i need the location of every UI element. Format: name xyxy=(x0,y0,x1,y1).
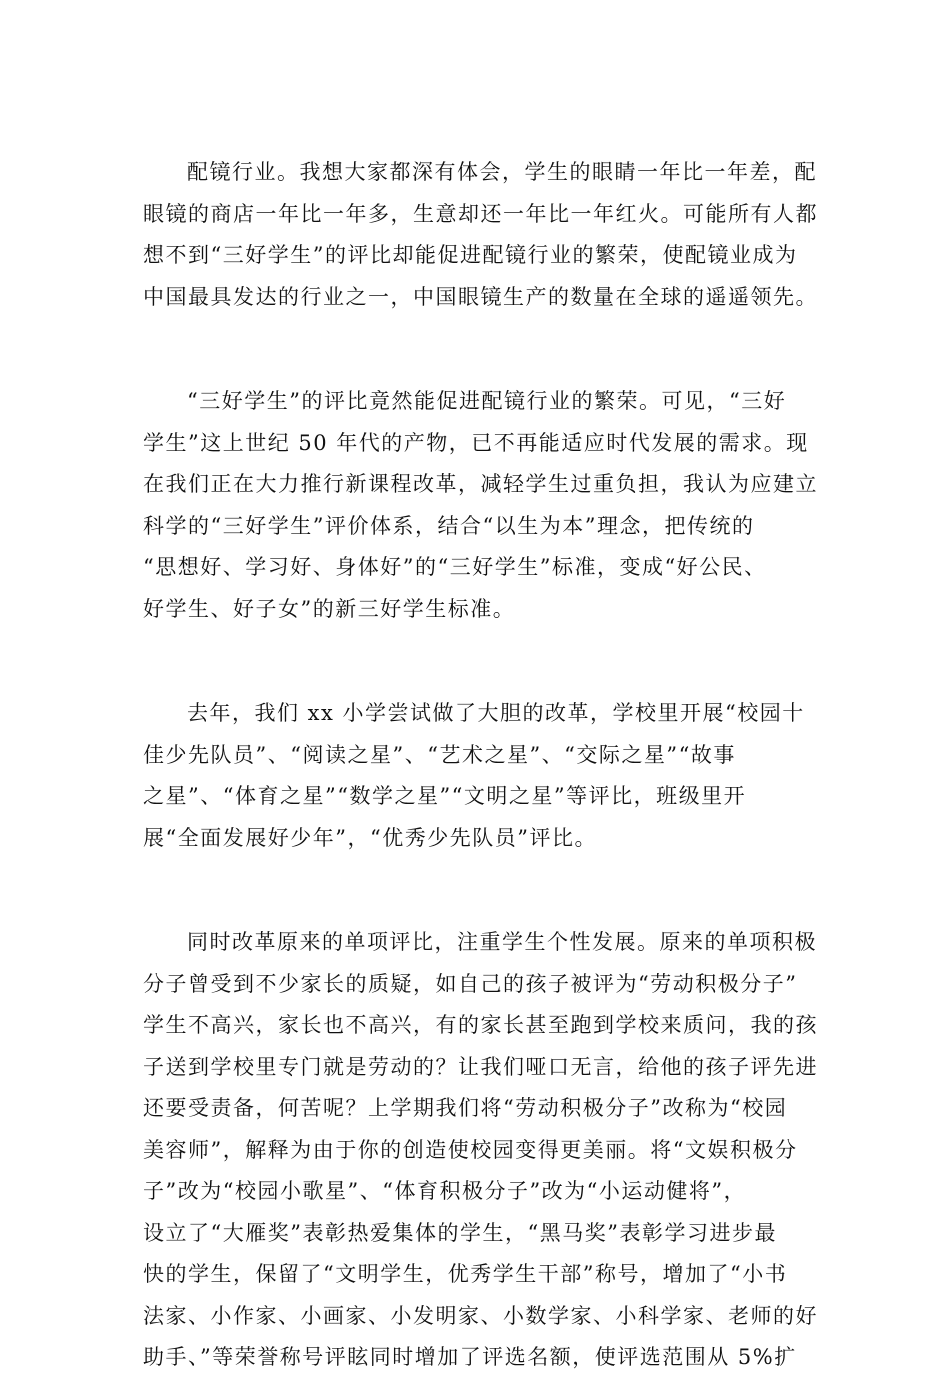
text-line: 配镜行业。我想大家都深有体会，学生的眼睛一年比一年差，配 xyxy=(187,160,817,184)
text-line: 展“全面发展好少年”，“优秀少先队员”评比。 xyxy=(143,825,597,850)
text-line: 佳少先队员”、“阅读之星”、“艺术之星”、“交际之星”“故事 xyxy=(143,742,736,767)
text-line: 子”改为“校园小歌星”、“体育积极分子”改为“小运动健将”， xyxy=(143,1179,747,1203)
text-line: 美容师”，解释为由于你的创造使校园变得更美丽。将“文娱积极分 xyxy=(143,1137,798,1162)
text-line: 分子曾受到不少家长的质疑，如自己的孩子被评为“劳动积极分子” xyxy=(143,971,798,996)
paragraph-spacer xyxy=(143,630,807,693)
text-line: 还要受责备，何苦呢？上学期我们将“劳动积极分子”改称为“校园 xyxy=(143,1096,788,1120)
text-line: 快的学生，保留了“文明学生，优秀学生干部”称号，增加了“小书 xyxy=(143,1262,788,1286)
text-line: 科学的“三好学生”评价体系，结合“以生为本”理念，把传统的 xyxy=(143,513,755,538)
text-line: 同时改革原来的单项评比，注重学生个性发展。原来的单项积极 xyxy=(187,930,817,954)
text-line: 好学生、好子女”的新三好学生标准。 xyxy=(143,596,516,621)
body-text xyxy=(143,152,818,1379)
text-line: 设立了“大雁奖”表彰热爱集体的学生，“黑马奖”表彰学习进步最 xyxy=(143,1220,777,1245)
paragraph-2 xyxy=(143,381,818,630)
paragraph-1 xyxy=(143,152,818,318)
paragraph-spacer xyxy=(143,318,807,381)
text-line: 中国最具发达的行业之一，中国眼镜生产的数量在全球的遥遥领先。 xyxy=(143,284,818,309)
text-line: “思想好、学习好、身体好”的“三好学生”标准，变成“好公民、 xyxy=(143,555,767,579)
text-line: “三好学生”的评比竟然能促进配镜行业的繁荣。可见，“三好 xyxy=(187,389,787,413)
text-line: 之星”、“体育之星”“数学之星”“文明之星”等评比，班级里开 xyxy=(143,784,747,808)
text-line: 在我们正在大力推行新课程改革，减轻学生过重负担，我认为应建立 xyxy=(143,472,818,496)
paragraph-3 xyxy=(143,693,807,859)
paragraph-spacer xyxy=(143,859,807,922)
text-line: 去年，我们 xx 小学尝试做了大胆的改革，学校里开展“校园十 xyxy=(187,701,805,725)
text-line: 学生”这上世纪 50 年代的产物，已不再能适应时代发展的需求。现 xyxy=(143,430,809,455)
text-line: 法家、小作家、小画家、小发明家、小数学家、小科学家、老师的好 xyxy=(143,1303,818,1328)
text-line: 想不到“三好学生”的评比却能促进配镜行业的繁荣，使配镜业成为 xyxy=(143,243,798,267)
text-line: 眼镜的商店一年比一年多，生意却还一年比一年红火。可能所有人都 xyxy=(143,201,818,226)
text-line: 学生不高兴，家长也不高兴，有的家长甚至跑到学校来质问，我的孩 xyxy=(143,1013,818,1037)
paragraph-4 xyxy=(143,922,818,1379)
text-line: 子送到学校里专门就是劳动的？让我们哑口无言，给他的孩子评先进 xyxy=(143,1054,818,1079)
text-line: 助手、”等荣誉称号评眩同时增加了评选名额，使评选范围从 5%扩 xyxy=(143,1345,797,1369)
